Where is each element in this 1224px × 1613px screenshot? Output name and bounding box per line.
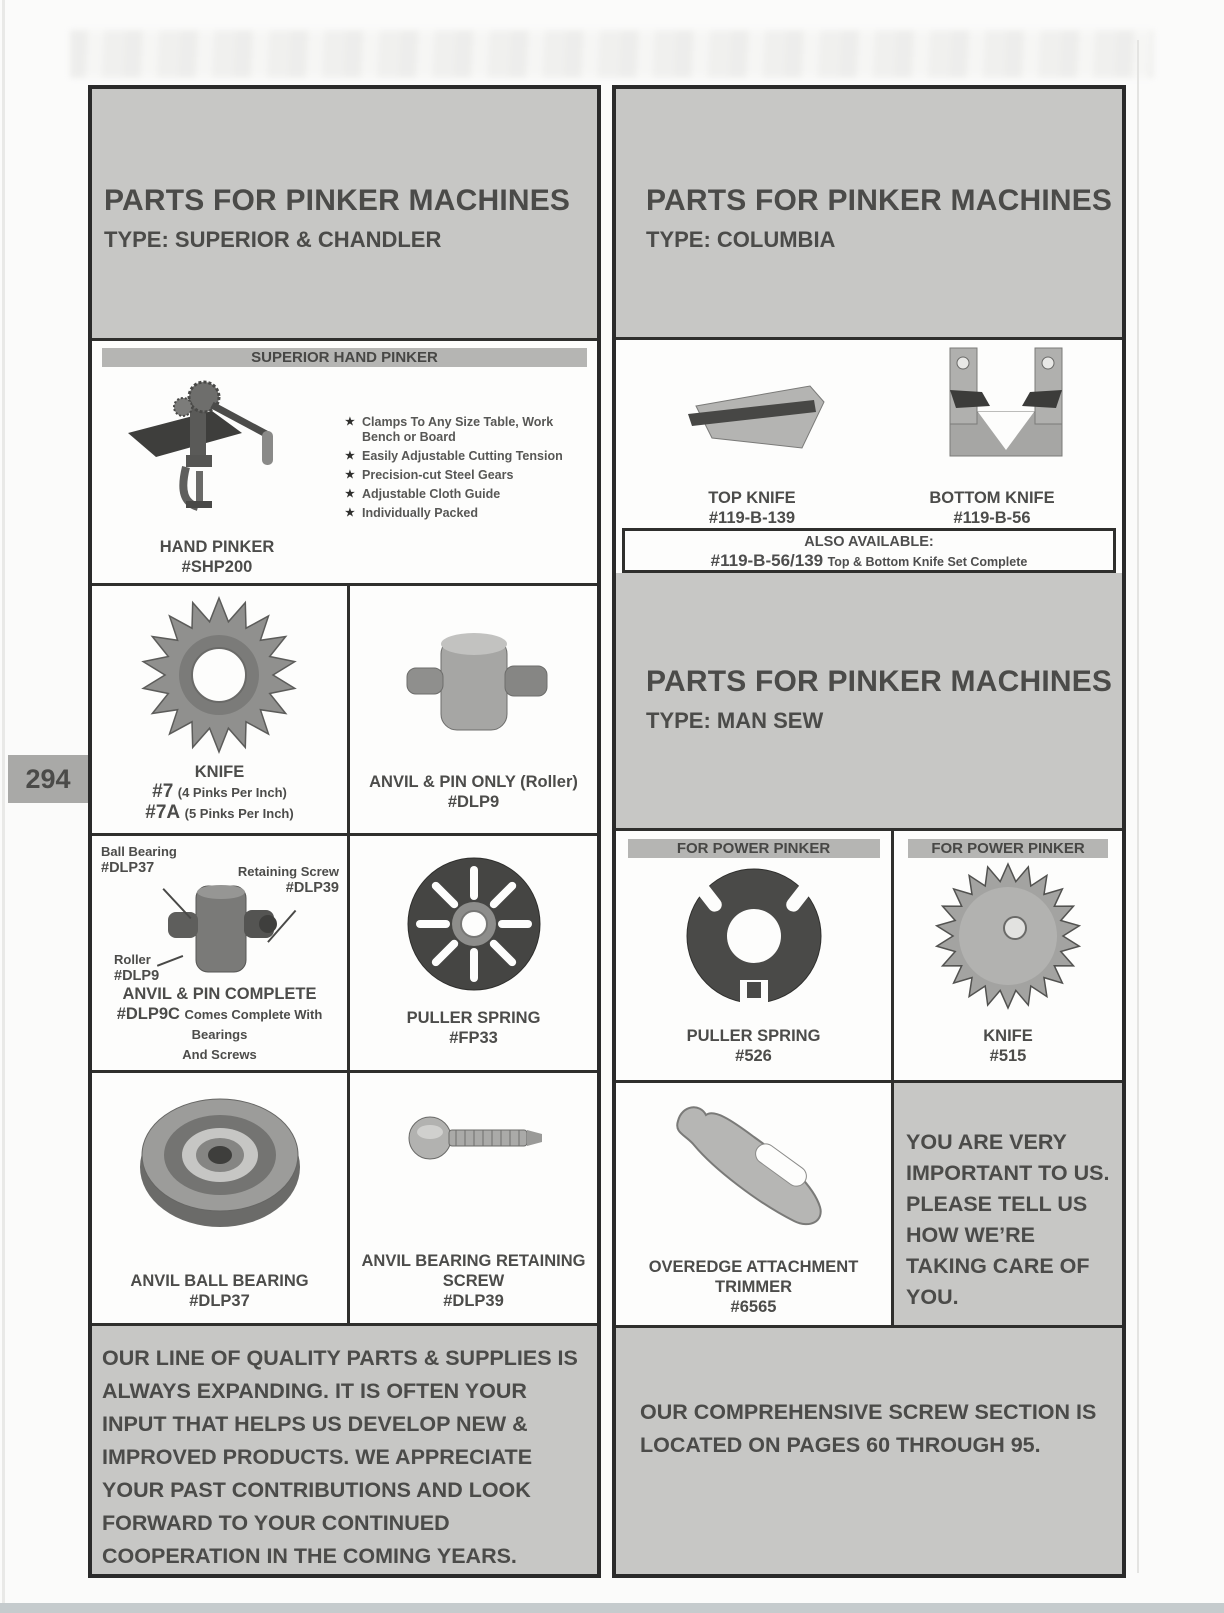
columbia-knives-section [616, 337, 1122, 528]
star-icon: ★ [345, 488, 355, 500]
page-number-tab [8, 755, 88, 803]
overedge-trimmer-image [656, 1093, 851, 1241]
puller-spring-526-cell [616, 831, 894, 1080]
top-knife-image [682, 376, 832, 468]
star-icon: ★ [345, 507, 355, 519]
right-footer-message: OUR COMPREHENSIVE SCREW SECTION IS LOCATED ON PAGES 60 THROUGH 95. [640, 1400, 1097, 1457]
panel-title: PARTS FOR PINKER MACHINES [104, 184, 571, 217]
panel-subtitle: TYPE: SUPERIOR & CHANDLER [104, 227, 442, 252]
page-number: 294 [25, 763, 71, 794]
feature-item: ★ Individually Packed [345, 506, 479, 520]
panel-title: PARTS FOR PINKER MACHINES [646, 184, 1113, 217]
also-available-wrap [616, 528, 1122, 573]
bottom-knife-image [936, 346, 1076, 461]
top-knife-caption: TOP KNIFE #119-B-139 [708, 489, 796, 527]
anvil-pin-only-cell [350, 586, 597, 833]
puller-spring-fp33-cell [350, 836, 597, 1070]
knife-515-caption: KNIFE #515 [983, 1027, 1033, 1065]
knife-gear-image [127, 596, 312, 756]
power-pinker-banner: FOR POWER PINKER [628, 839, 880, 858]
anvil-ball-bearing-image [134, 1087, 306, 1239]
scan-edge-left [2, 0, 5, 1613]
knife-caption: KNIFE #7 (4 Pinks Per Inch) #7A (5 Pinks Per Inch) [145, 763, 294, 823]
feature-item: ★ Easily Adjustable Cutting Tension [345, 449, 563, 463]
feature-item: ★ Precision-cut Steel Gears [345, 468, 514, 482]
hand-pinker-banner: SUPERIOR HAND PINKER [102, 348, 587, 367]
important-message: YOU ARE VERY IMPORTANT TO US. PLEASE TELL US HOW WE’RE TAKING CARE OF YOU. [906, 1130, 1110, 1309]
anvil-ball-bearing-cell [92, 1073, 350, 1323]
puller-spring-526-image [673, 866, 835, 1012]
hand-pinker-feature-list [345, 415, 583, 525]
star-icon: ★ [345, 469, 355, 481]
ball-bearing-callout: Ball Bearing #DLP37 [101, 844, 177, 876]
trimmer-caption: OVEREDGE ATTACHMENT TRIMMER #6565 [648, 1258, 859, 1316]
also-available-box [622, 528, 1116, 573]
roller-callout: Roller #DLP9 [114, 952, 160, 984]
puller-spring-526-caption: PULLER SPRING #526 [686, 1027, 821, 1065]
panel-subtitle: TYPE: COLUMBIA [646, 227, 836, 252]
knife-515-cell [894, 831, 1122, 1080]
bearing-screw-row [92, 1070, 597, 1323]
hand-pinker-image [120, 371, 315, 533]
anvil-pin-only-caption: ANVIL & PIN ONLY (Roller) #DLP9 [369, 773, 578, 811]
puller-spring-fp33-image [398, 854, 550, 996]
hand-pinker-section [92, 338, 597, 583]
knife-515-image [922, 862, 1094, 1014]
star-icon: ★ [345, 450, 355, 462]
left-footer-message: OUR LINE OF QUALITY PARTS & SUPPLIES IS ALWAYS EXPANDING. IT IS OFTEN YOUR INPUT THAT HELPS US DEVELOP NEW & IMPROVED PRODUCTS. WE APPRECIATE YOUR PAST CONTRIBUTIONS AND LOOK FORWARD TO YOUR CONTINUED COOPERATION IN THE COMING YEARS. [102, 1346, 578, 1568]
columbia-mansew-panel [612, 85, 1126, 1578]
panel-subtitle: TYPE: MAN SEW [646, 708, 824, 733]
retaining-screw-callout: Retaining Screw #DLP39 [237, 864, 339, 896]
hand-pinker-caption: HAND PINKER #SHP200 [159, 538, 275, 576]
power-pinker-row [616, 828, 1122, 1080]
knife-anvil-row [92, 583, 597, 833]
anvil-ball-bearing-caption: ANVIL BALL BEARING #DLP37 [130, 1272, 309, 1310]
anvil-pin-complete-image [164, 868, 279, 998]
trimmer-cell [616, 1083, 894, 1325]
anvil-complete-spring-row [92, 833, 597, 1070]
also-available-part-no: #119-B-56/139 [710, 551, 824, 570]
bleed-through-ghost-text [70, 30, 1154, 78]
superior-chandler-panel [88, 85, 601, 1578]
mansew-header [616, 573, 1122, 828]
star-icon: ★ [345, 416, 355, 428]
retaining-screw-cell [350, 1073, 597, 1323]
left-footer-message-section [92, 1323, 597, 1574]
power-pinker-banner: FOR POWER PINKER [908, 839, 1108, 858]
also-available-desc: Top & Bottom Knife Set Complete [827, 555, 1028, 569]
feature-item: ★ Clamps To Any Size Table, Work Bench or Board [345, 415, 554, 444]
also-available-heading: ALSO AVAILABLE: [804, 534, 934, 550]
puller-spring-fp33-caption: PULLER SPRING #FP33 [406, 1009, 541, 1047]
scan-edge-right [1137, 40, 1139, 1573]
trimmer-message-row [616, 1080, 1122, 1325]
retaining-screw-caption: ANVIL BEARING RETAINING SCREW #DLP39 [361, 1252, 586, 1310]
anvil-pin-complete-cell [92, 836, 350, 1070]
right-footer-message-section [616, 1325, 1122, 1574]
anvil-pin-roller-image [389, 600, 559, 768]
superior-chandler-header [92, 89, 597, 338]
important-message-cell [894, 1083, 1122, 1325]
columbia-header [616, 89, 1122, 337]
bottom-knife-caption: BOTTOM KNIFE #119-B-56 [929, 489, 1055, 527]
retaining-screw-image [404, 1107, 544, 1169]
feature-item: ★ Adjustable Cloth Guide [345, 487, 501, 501]
panel-title: PARTS FOR PINKER MACHINES [646, 665, 1113, 698]
anvil-pin-complete-caption: ANVIL & PIN COMPLETE #DLP9C Comes Complete With Bearings And Screws [116, 985, 323, 1062]
knife-cell [92, 586, 350, 833]
scan-edge-bottom [0, 1603, 1224, 1613]
